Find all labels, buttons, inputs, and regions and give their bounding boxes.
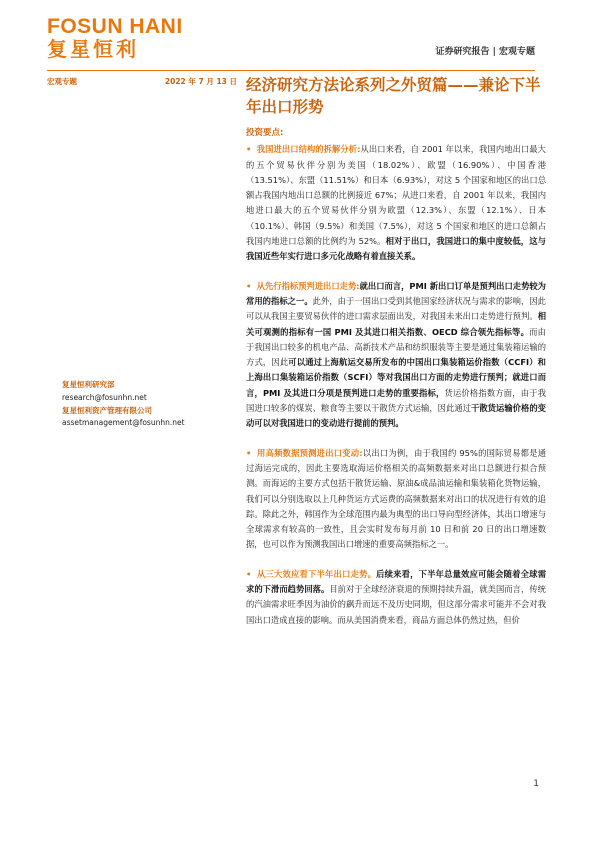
contact-email-asset[interactable]: assetmanagement@fosunhn.net [62, 418, 185, 428]
company-logo [47, 16, 227, 60]
report-title: 经济研究方法论系列之外贸篇——兼论下半年出口形势 [246, 76, 541, 116]
bullet-icon: • [246, 144, 252, 155]
logo-english-name: FOSUN HANI [47, 15, 183, 38]
contact-org-research: 复星恒利研究部 [62, 380, 115, 389]
bullet-icon: • [246, 447, 252, 458]
paragraph-emphasis: 干散货运输价格的变动可以对我国进口的变动进行提前的预判。 [246, 403, 546, 429]
report-type-header: 证券研究报告 | 宏观专题 [435, 47, 535, 57]
logo-chinese-name: 复星恒利 [47, 37, 139, 61]
paragraph-emphasis: 可以通过上海航运交易所发布的中国出口集装箱运价指数（CCFI）和上海出口集装箱运价指数（SCFI）等对我国出口方面的走势进行预判；就进口而言，PMI 及其进口分项是预判进口走势的重要指标， [246, 357, 546, 398]
report-date: 2022 年 7 月 13 日 [164, 77, 237, 86]
report-meta [47, 76, 237, 87]
paragraph-text: 目前对于全球经济衰退的预期持续升温，就美国而言，传统的汽油需求旺季因为油价的飙升而远不及历史同期，但这部分需求可能并不会对我国出口造成直接的影响。而从美国消费来看，商品方面总体仍然过热，但价 [246, 584, 546, 625]
report-category: 宏观专题 [47, 77, 77, 86]
paragraph-leading-indicators [246, 279, 546, 432]
paragraph-text: 此外，由于一国出口受到其他国家经济状况与需求的影响，因此可以从我国主要贸易伙伴的进口需求层面出发，对我国未来出口走势进行预判。 [246, 295, 546, 322]
section-heading: 投资要点: [246, 128, 284, 138]
paragraph-structure [246, 142, 546, 264]
paragraph-emphasis: 后续来看，下半年总量效应可能会随着全球需求的下滑而趋势回落。 [246, 568, 546, 595]
paragraph-lead: 从三大效应看下半年出口走势。 [257, 568, 377, 579]
header-divider [47, 70, 535, 71]
paragraph-lead: 用高频数据预测进出口变动: [257, 447, 363, 458]
paragraph-text: 货运价格指数方面，由于我国进口较多的煤炭、粮食等主要以干散货方式运输，因此通过 [246, 387, 546, 414]
bullet-icon: • [246, 280, 252, 291]
contact-org-asset: 复星恒利资产管理有限公司 [62, 405, 152, 415]
paragraph-text: 而由于我国出口较多的机电产品、高新技术产品和纺织服装等主要是通过集装箱运输的方式，因此 [246, 326, 546, 368]
paragraph-outlook [246, 567, 546, 628]
paragraph-high-frequency [246, 446, 546, 553]
paragraph-emphasis: 就出口而言，PMI 新出口订单是预判出口走势较为常用的指标之一。 [246, 280, 546, 306]
report-body [246, 126, 546, 628]
paragraph-text: 从出口来看，自 2001 年以来，我国内地出口最大的五个贸易伙伴分别为美国（18.02%）、欧盟（16.90%）、中国香港（13.51%）、东盟（11.51%）和日本（6.93%），对这 5 个国家和地区的出口总额占我国内地出口总额的比例接近 67%；从进口来看，自 2001 年以来，我国内地进口最大的五个贸易伙伴分别为欧盟（12.3%）、东盟（12.1%）、日本（10.1%）、韩国（9.5%）和美国（7.5%），对这 5 个国家和地区的进口总额占我国内地进口总额的比例约为 52%。 [246, 144, 546, 247]
contact-info [62, 379, 185, 430]
page-number: 1 [533, 779, 539, 789]
paragraph-lead: 我国进出口结构的拆解分析: [256, 144, 361, 155]
contact-email-research[interactable]: research@fosunhn.net [62, 392, 147, 402]
paragraph-text: 以出口为例，由于我国约 95%的国际贸易都是通过海运完成的，因此主要选取海运价格相关的高频数据来对出口总额进行拟合预测。而海运的主要方式包括干散货运输、原油&成品油运输和集装箱化货物运输，我们可以分别选取以上几种货运方式运费的高频数据来对出口的状况进行有效的追踪。除此之外，韩国作为全球范围内最为典型的出口导向型经济体，其出口增速与全球需求有较高的一致性，且会实时发布每月前 10 日和前 20 日的出口增速数据，也可以作为预测我国出口增速的重要高频指标之一。 [246, 447, 546, 550]
paragraph-emphasis: 相对于出口，我国进口的集中度较低，这与我国近些年实行进口多元化战略有着直接关系。 [246, 236, 546, 262]
paragraph-lead: 从先行指标预判进出口走势: [256, 280, 360, 291]
bullet-icon: • [246, 568, 252, 579]
paragraph-emphasis: 相关可观测的指标有一国 PMI 及其进口相关指数、OECD 综合领先指标等。 [246, 311, 546, 337]
